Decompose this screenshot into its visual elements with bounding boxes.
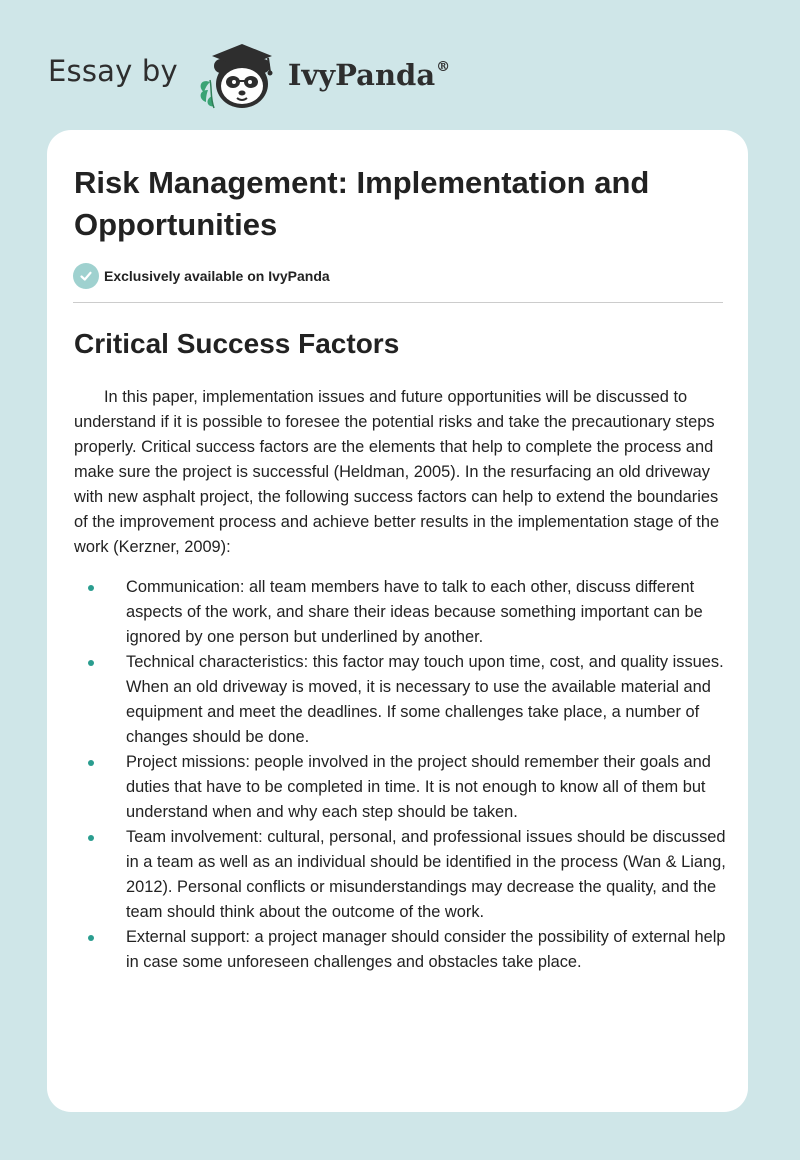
- brand-name[interactable]: IvyPanda®: [287, 58, 451, 92]
- list-item-text: Team involvement: cultural, personal, and professional issues should be discussed in a team as well as an individual should be identified in the process (Wan & Liang, 2012). Personal conflicts or misunderstandings may decrease the quality, and the team should think about the outcome of the work.: [126, 828, 726, 921]
- divider: [73, 302, 723, 303]
- intro-paragraph: In this paper, implementation issues and future opportunities will be discussed to understand if it is possible to foresee the potential risks and take the precautionary steps properly. Critical success factors are the elements that help to complete the process and make sure the project is successful (Heldman, 2005). In the resurfacing an old driveway with new asphalt project, the following success factors can help to extend the boundaries of the improvement process and achieve better results in the implementation stage of the work (Kerzner, 2009):: [74, 388, 720, 556]
- exclusive-label: Exclusively available on IvyPanda: [104, 268, 330, 284]
- list-item: [74, 650, 734, 750]
- bullet-icon: [88, 660, 94, 666]
- site-header: [48, 36, 450, 112]
- bullet-icon: [88, 835, 94, 841]
- exclusive-notice: [73, 263, 330, 289]
- essay-card: [47, 130, 748, 1112]
- essay-by-label: Essay by: [48, 54, 178, 88]
- list-item: [74, 750, 734, 825]
- list-item-text: Communication: all team members have to talk to each other, discuss different aspects of the work, and share their ideas because something important can be ignored by one person but underlined by another.: [126, 578, 703, 646]
- success-factors-list: [74, 575, 734, 975]
- registered-mark: ®: [436, 59, 451, 75]
- check-icon: [73, 263, 99, 289]
- section-heading: Critical Success Factors: [74, 328, 400, 359]
- bullet-icon: [88, 760, 94, 766]
- list-item: [74, 575, 734, 650]
- list-item: [74, 925, 734, 975]
- bullet-icon: [88, 935, 94, 941]
- bullet-icon: [88, 585, 94, 591]
- list-item-text: Project missions: people involved in the project should remember their goals and duties that have to be completed in time. It is not enough to know all of them but understand when and why each step should be taken.: [126, 753, 711, 821]
- panda-graduate-icon[interactable]: [190, 36, 282, 112]
- essay-title: Risk Management: Implementation and Opportunities: [74, 165, 650, 242]
- list-item: [74, 825, 734, 925]
- list-item-text: Technical characteristics: this factor may touch upon time, cost, and quality issues. When an old driveway is moved, it is necessary to use the available material and equipment and meet the deadlines. If some challenges take place, a number of changes should be done.: [126, 653, 724, 746]
- list-item-text: External support: a project manager should consider the possibility of external help in case some unforeseen challenges and obstacles take place.: [126, 928, 726, 971]
